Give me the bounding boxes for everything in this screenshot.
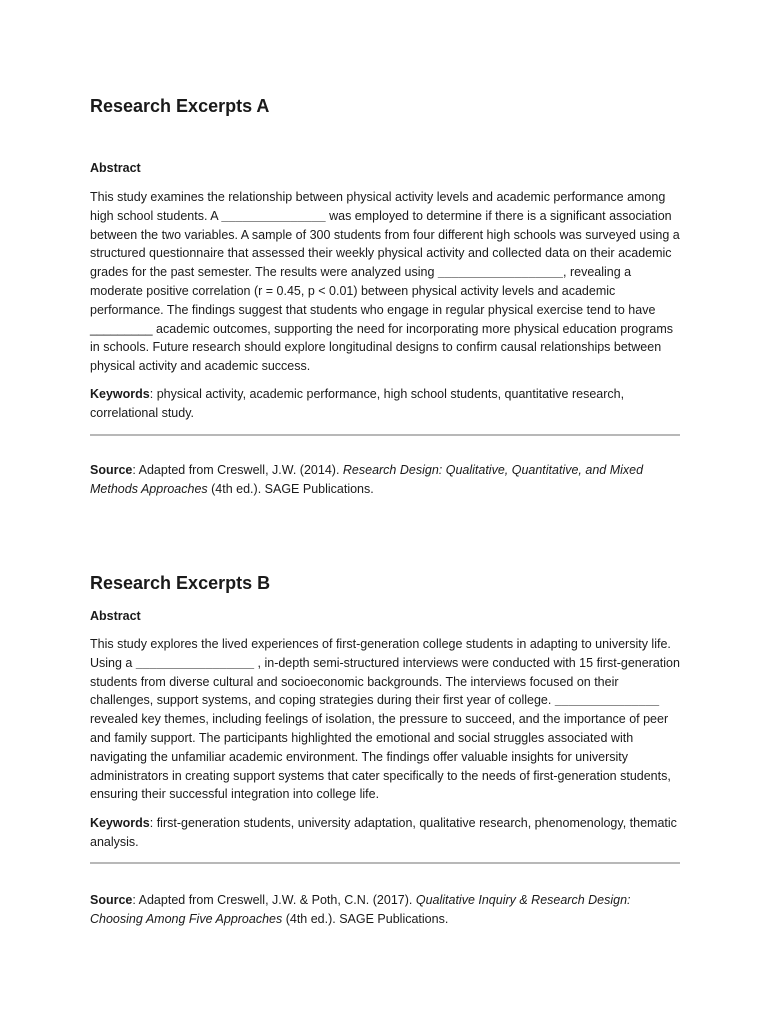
excerpt-a-text-3: , revealing a moderate positive correlation (r = 0.45, p < 0.01) between physical activity levels and academic performance. The findings suggest that students who engage in regular physical exercise tend to have _________ academic outcomes, supporting the need for incorporating more physical education programs in schools. Future research should explore longitudinal designs to confirm causal relationships between physical activity and academic success. [90,265,673,374]
excerpt-b-text-1: This study explores the lived experiences of first-generation college students in adapting to university life. Using a [90,637,671,670]
excerpt-a-source-title: Research Design: Qualitative, Quantitative, and Mixed Methods Approaches [90,463,644,496]
excerpt-a-source [90,461,680,499]
excerpt-a-text-1: This study examines the relationship between physical activity levels and academic performance among high school students. A [90,190,666,223]
excerpt-b-keywords-line [90,814,680,852]
excerpt-b-abstract [90,635,680,804]
excerpt-b-abstract-label: Abstract [90,609,141,623]
excerpt-b-keywords-label: Keywords [90,816,150,830]
excerpt-b-text-2: , in-depth semi-structured interviews were conducted with 15 first-generation students from diverse cultural and socioeconomic backgrounds. The interviews focused on their challenges, support systems, and coping strategies during their first year of college. [90,655,680,708]
excerpt-a-blank-2: __________________ [437,265,564,280]
excerpt-b-source-title: Qualitative Inquiry & Research Design: Choosing Among Five Approaches [90,893,631,926]
excerpt-a [90,95,680,117]
excerpt-b-divider [90,862,680,864]
excerpt-a-keywords [90,385,680,423]
excerpt-a-keywords-label: Keywords [90,387,150,401]
excerpt-b-source-label: Source [90,893,133,907]
excerpt-b-text-3: revealed key themes, including feelings of isolation, the pressure to succeed, and the importance of peer and family support. The participants highlighted the emotional and social struggles associated with navigating the unfamiliar academic environment. The findings offer valuable insights for university administrators in creating support systems that cater specifically to the needs of first-generation students, ensuring their successful integration into college life. [90,712,671,802]
excerpt-a-abstract-label: Abstract [90,161,141,175]
excerpt-a-source-line [90,461,680,499]
excerpt-a-source-text-1: : Adapted from Creswell, J.W. (2014). [132,463,343,477]
excerpt-a-keywords-line [90,385,680,423]
excerpt-b-title: Research Excerpts B [90,573,271,593]
excerpt-b-abstract-heading [90,608,680,624]
excerpt-a-source-text-2: (4th ed.). SAGE Publications. [207,481,374,496]
excerpt-a-text-2: was employed to determine if there is a significant association between the two variables. A sample of 300 students from four different high schools was surveyed using a structured questionnaire that assessed their weekly physical activity and collected data on their academic grades for the past semester. The results were analyzed using [90,208,680,280]
excerpt-a-title: Research Excerpts A [90,96,270,116]
excerpt-b [90,572,680,594]
excerpt-a-keywords-text: : physical activity, academic performance, high school students, quantitative research, correlational study. [90,387,625,420]
excerpt-b-blank-2: _______________ [554,693,660,708]
excerpt-b-blank-1: _________________ [135,655,255,670]
excerpt-a-source-label: Source [90,463,133,477]
excerpt-a-blank-1: _______________ [221,208,326,223]
excerpt-a-abstract [90,188,680,376]
excerpt-b-abstract-text [90,635,680,804]
excerpt-a-divider [90,434,680,436]
excerpt-b-keywords-text: : first-generation students, university adaptation, qualitative research, phenomenology, thematic analysis. [90,816,677,849]
excerpt-b-source [90,891,680,929]
excerpt-a-abstract-heading [90,160,680,176]
excerpt-b-source-line [90,891,680,929]
excerpt-b-keywords [90,814,680,852]
excerpt-b-source-text-2: (4th ed.). SAGE Publications. [282,911,449,926]
excerpt-a-abstract-text [90,188,680,376]
excerpt-b-source-text-1: : Adapted from Creswell, J.W. & Poth, C.N. (2017). [132,893,416,907]
